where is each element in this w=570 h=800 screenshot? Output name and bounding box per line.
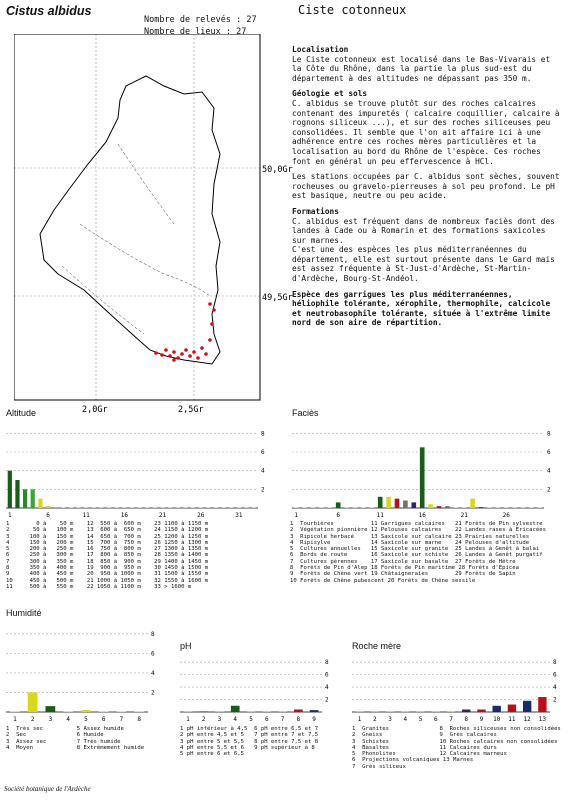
lon-label-2-5: 2,5Gr [178, 405, 204, 415]
x-tick-label: 12 [523, 716, 531, 723]
bar-1 [8, 471, 12, 508]
y-tick-label: 6 [547, 449, 551, 456]
x-tick-label: 11 [376, 512, 384, 519]
distribution-map [14, 34, 298, 416]
x-tick-label: 16 [418, 512, 426, 519]
bar-10 [493, 706, 501, 712]
y-tick-label: 2 [151, 689, 155, 697]
formations-text-2: C'est une des espèces les plus méditerranéennes du département, elle est surtout présente dans le Gard mais est assez fréquente à St-Just-d'Ardèche, St-Martin-d'Ardèche, Bourg-St-Andéol. [292, 245, 555, 284]
bar-7 [54, 507, 58, 508]
y-tick-label: 2 [553, 696, 557, 704]
x-tick-label: 8 [464, 716, 469, 723]
x-tick-label: 11 [508, 716, 516, 723]
lat-label-50: 50,0Gr [262, 165, 293, 175]
x-tick-label: 8 [137, 716, 141, 723]
chart-roche-mere [348, 652, 566, 724]
x-tick-label: 3 [217, 716, 222, 723]
bar-9 [477, 710, 485, 712]
ardeche-outline [40, 76, 220, 364]
bar-15 [411, 502, 416, 508]
legend-altitude: 1 0 à 50 m 12 550 à 600 m 23 1100 à 1150 m 2 50 à 100 m 13 600 à 650 m 24 1150 à 1200 m 3 100 à 150 m 14 650 à 700 m 25 1200 à 1250 m 4 150 à 200 m 15 700 à 750 m 26 1250 à 1300 m 5 200 à 250 m 16 750 à 800 m 27 1300 à 1350 m 6 250 à 300 m 17 800 à 850 m 28 1350 à 1400 m 7 300 à 350 m 18 850 à 900 m 29 1400 à 1450 m 8 350 à 400 m 19 900 à 950 m 30 1450 à 1500 m 9 400 à 450 m 20 950 à 1000 m 31 1500 à 1550 m 10 450 à 500 m 21 1000 à 1050 m 32 1550 à 1600 m 11 500 à 550 m 22 1050 à 1100 m 33 > 1600 m [6, 521, 209, 590]
x-tick-label: 8 [296, 716, 301, 723]
x-tick-label: 11 [82, 512, 90, 519]
releves-count: Nombre de relevés : 27 [144, 15, 257, 25]
y-tick-label: 6 [151, 650, 155, 658]
x-tick-label: 5 [84, 716, 88, 723]
y-tick-label: 4 [151, 669, 155, 677]
x-tick-label: 1 [186, 716, 190, 723]
x-tick-label: 2 [201, 716, 206, 723]
x-tick-label: 13 [538, 716, 547, 723]
bar-12 [386, 497, 391, 508]
x-tick-label: 9 [312, 716, 316, 723]
localisation-text: Le Ciste cotonneux est localisé dans le Bas-Vivarais et la Côte du Rhône, dans la partie la plus sud-est du département à des altitudes ne dépassant pas 350 m. [292, 54, 551, 83]
x-tick-label: 7 [119, 716, 124, 723]
y-tick-label: 6 [261, 449, 265, 456]
legend-humidite: 1 Très sec 5 Assez humide 2 Sec 6 Humide 3 Assez sec 7 Très humide 4 Moyen 8 Extrêmement humide [6, 726, 145, 751]
bar-3 [23, 489, 27, 508]
bar-2 [199, 711, 208, 712]
x-tick-label: 5 [249, 716, 253, 723]
x-tick-label: 9 [479, 716, 484, 723]
lon-label-2-0: 2,0Gr [82, 405, 108, 415]
summary-text: Espèce des garrigues les plus méditerranéennes, héliophile tolérante, xérophile, thermophile, calcicole et neutrobasophile tolérante, située à l'extrême limite nord de son aire de répartition. [292, 289, 551, 328]
x-tick-label: 7 [449, 716, 453, 723]
bar-2 [15, 480, 19, 508]
bar-13 [538, 697, 546, 712]
bar-13 [395, 499, 400, 508]
bar-17 [428, 504, 433, 508]
geologie-text-2: Les stations occupées par C. albidus sont sèches, souvent rocheuses ou gravelo-pierreuses à sol peu profond. Le pH est basique, neutre ou peu acide. [292, 172, 560, 201]
y-tick-label: 4 [547, 467, 551, 475]
y-tick-label: 6 [325, 671, 329, 679]
y-tick-label: 8 [261, 430, 265, 438]
x-tick-label: 21 [158, 512, 167, 519]
y-tick-label: 2 [547, 486, 551, 494]
x-tick-label: 31 [235, 512, 243, 519]
bar-2 [28, 692, 38, 712]
formations-text: C. albidus est fréquent dans de nombreux faciès dont des landes à Cade ou à Romarin et des formations saxicoles sur marnes. [292, 216, 555, 245]
bar-14 [403, 501, 408, 508]
x-tick-label: 3 [48, 716, 53, 723]
bar-11 [378, 497, 383, 508]
lat-label-49-5: 49,5Gr [262, 293, 293, 303]
bar-4 [231, 706, 240, 712]
x-tick-label: 5 [418, 716, 423, 723]
chart-ph [176, 652, 338, 724]
y-tick-label: 4 [325, 684, 329, 692]
x-tick-label: 4 [403, 716, 408, 723]
chart-facies [288, 420, 560, 520]
y-tick-label: 4 [261, 467, 265, 475]
y-tick-label: 8 [325, 659, 329, 667]
chart-altitude [2, 420, 274, 520]
x-tick-label: 3 [388, 716, 392, 723]
geologie-text: C. albidus se trouve plutôt sur des roches calcaires contenant des impuretés ( calcaire coquillier, calcaire à rognons siliceux ...), et sur des roches siliceuses peu consolidées. Il semble que l'on ait affaire ici à une adhérence entre ces roches mères particulières et la localisation au bord du Rhône de l'espèce. Ces roches font en général un peu effervescence à HCl. [292, 98, 560, 166]
x-tick-label: 1 [13, 716, 17, 723]
bar-6 [336, 502, 341, 508]
geologie-heading: Géologie et sols [292, 89, 368, 99]
y-tick-label: 2 [261, 486, 265, 494]
bar-11 [508, 705, 516, 712]
chart-title-altitude: Altitude [6, 408, 37, 418]
x-tick-label: 6 [101, 716, 106, 723]
bar-4 [31, 489, 35, 508]
legend-roche-mere: 1 Granites 8 Roches siliceuses non consolidées 2 Gneiss 9 Grès calcaires 3 Schistes 10 Roches calcaires non consolidées 4 Basaltes 11 Calcaires durs 5 Phonolites 12 Calcaires marneux 6 Projections volcaniques 13 Marnes 7 Grès siliceux [352, 726, 561, 770]
x-tick-label: 26 [197, 512, 205, 519]
chart-humidite [2, 620, 164, 724]
x-tick-label: 1 [8, 512, 12, 519]
map-frame [14, 34, 260, 400]
x-tick-label: 16 [120, 512, 128, 519]
x-tick-label: 26 [502, 512, 510, 519]
bar-23 [479, 507, 484, 508]
chart-title-facies: Faciès [292, 408, 319, 418]
x-tick-label: 10 [493, 716, 501, 723]
bar-8 [462, 710, 470, 712]
bar-9 [310, 710, 319, 712]
x-tick-label: 6 [336, 512, 341, 519]
occurrence-points [154, 302, 216, 362]
localisation-heading: Localisation [292, 45, 349, 54]
bar-19 [445, 506, 450, 508]
x-tick-label: 6 [433, 716, 438, 723]
x-tick-label: 7 [280, 716, 285, 723]
x-tick-label: 6 [264, 716, 269, 723]
x-tick-label: 1 [357, 716, 362, 723]
x-tick-label: 4 [233, 716, 238, 723]
bar-5 [38, 499, 42, 508]
y-tick-label: 2 [325, 696, 329, 704]
x-tick-label: 1 [294, 512, 299, 519]
y-tick-label: 4 [553, 684, 557, 692]
bar-12 [523, 701, 531, 712]
bar-6 [46, 506, 50, 508]
species-title: Cistus albidus [6, 4, 92, 18]
bar-3 [45, 706, 55, 712]
footer-credit: Société botanique de l'Ardèche [4, 785, 91, 793]
bar-18 [437, 506, 442, 508]
bar-8 [294, 710, 303, 712]
y-tick-label: 8 [553, 659, 557, 667]
bar-5 [81, 710, 91, 712]
common-name: Ciste cotonneux [298, 3, 407, 17]
chart-title-roche-mere: Roche mère [352, 641, 402, 651]
y-tick-label: 6 [553, 671, 557, 679]
lieux-count: Nombre de lieux : 27 [144, 27, 247, 37]
x-tick-label: 6 [46, 512, 50, 519]
chart-title-humidite: Humidité [6, 608, 42, 618]
x-tick-label: 4 [66, 716, 70, 723]
legend-ph: 1 pH inférieur à 4,5 6 pH entre 6,5 et 7 2 pH entre 4,5 et 5 7 pH entre 7 et 7,5 3 pH entre 5 et 5,5 8 pH entre 7,5 et 8 4 pH entre 5,5 et 6 9 pH supérieur à 8 5 pH entre 6 et 6,5 [180, 726, 319, 758]
bar-22 [470, 499, 475, 508]
formations-heading: Formations [292, 206, 339, 216]
x-tick-label: 2 [373, 716, 377, 723]
x-tick-label: 21 [460, 512, 468, 519]
map-rivers [62, 144, 210, 334]
bar-16 [420, 447, 425, 508]
description [292, 45, 564, 328]
map-grid [14, 34, 260, 400]
y-tick-label: 8 [547, 430, 551, 438]
x-tick-label: 2 [30, 716, 35, 723]
chart-title-ph: pH [180, 641, 192, 651]
legend-facies: 1 Tourbières 11 Garrigues calcaires 21 Forêts de Pin sylvestre 2 Végétation pionnière 12 Pelouses calcaires 22 Landes rases à Ericacées 3 Ripicole herbacé 13 Saxicole sur calcaire 23 Prairies naturelles 4 Ripisylve 14 Saxicole sur marne 24 Pelouses d'altitude 5 Cultures annuelles 15 Saxicole sur granite 25 Landes à Genêt à balai 6 Bords de route 16 Saxicole sur schiste 26 Landes à Genêt purgatif 7 Cultures pérennes 17 Saxicole sur basalte 27 Forêts de Hêtre 8 Forêts de Pin d'Alep 18 Forêts de Pin maritime 28 Forêts d'Epicea 9 Forêts de Chêne vert 19 Châtaigneraies 29 Forêts de Sapin 10 Forêts de Chêne pubescent 20 Forêts de Chêne sessile [290, 521, 546, 584]
y-tick-label: 8 [151, 630, 155, 638]
